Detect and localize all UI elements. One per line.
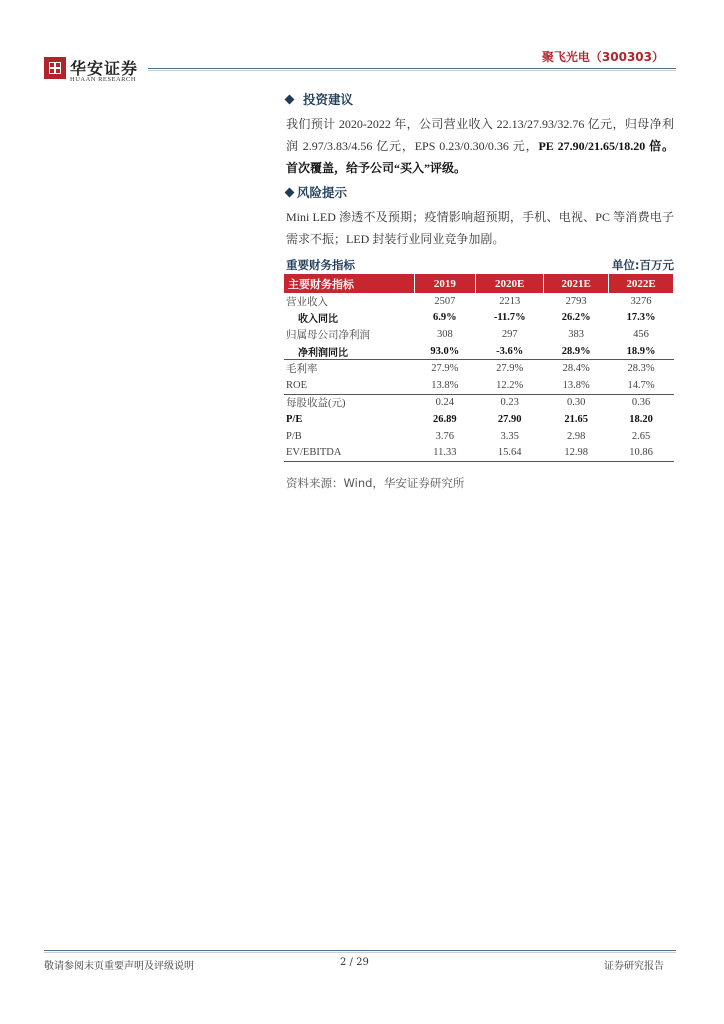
table-header-cell: 2019 [414,274,476,293]
logo-text: 华安证券 [70,59,139,78]
row-value: 2793 [565,295,587,307]
financial-table [284,274,674,462]
row-value: 456 [633,328,649,340]
row-value: 6.9% [433,312,457,324]
table-row [284,444,674,461]
investment-paragraph [286,113,674,179]
row-label: EV/EBITDA [284,444,414,461]
row-value: 0.23 [500,397,519,409]
row-value: 2.98 [566,430,586,442]
row-value: 3.35 [500,430,519,442]
report-title: 聚飞光电（300303） [541,50,664,64]
row-value: 12.2% [476,377,544,394]
table-source: 资料来源：Wind，华安证券研究所 [286,476,465,490]
row-value: 0.30 [566,397,586,409]
diamond-icon [285,95,295,105]
page-number: 2 / 29 [340,957,369,968]
header-divider [148,68,676,69]
footer-report-type: 证券研究报告 [604,961,664,972]
table-row [284,310,674,327]
footer-disclaimer: 敬请参阅末页重要声明及评级说明 [44,961,194,972]
row-value: 18.20 [629,413,653,425]
risk-paragraph: Mini LED 渗透不及预期；疫情影响超预期，手机、电视、PC 等消费电子需求不振；LED 封装行业同业竞争加剧。 [286,210,674,246]
row-value: 308 [436,328,453,340]
row-value: 383 [568,328,585,340]
row-value: 0.36 [631,397,651,409]
row-value: 2507 [434,295,456,307]
row-value: 26.89 [433,413,457,425]
table-row [284,394,674,411]
row-label: 毛利率 [286,364,318,376]
row-label: 每股收益(元) [286,398,346,410]
row-value: 27.9% [496,363,524,375]
row-value: 12.98 [544,444,609,461]
row-label: 净利润同比 [284,343,414,360]
row-label: 收入同比 [298,314,338,326]
investment-heading: 投资建议 [286,90,353,108]
table-header-cell: 主要财务指标 [284,274,414,293]
table-row [284,377,674,394]
diamond-icon [285,188,295,198]
row-value: 26.2% [561,312,591,324]
row-value: 27.9% [431,363,459,375]
row-label: P/B [286,430,302,442]
row-value: 297 [501,328,518,340]
table-header-row [284,274,674,293]
table-unit: 单位:百万元 [611,258,674,272]
table-row [284,326,674,343]
table-title: 重要财务指标 [286,258,355,272]
row-value: 2213 [499,295,521,307]
table-header-cell: 2020E [476,274,544,293]
row-value: 13.8% [544,377,609,394]
table-header-cell: 2021E [544,274,609,293]
row-value: 10.86 [609,444,674,461]
row-value: -11.7% [493,312,526,324]
header-divider-light [148,70,676,71]
table-row [284,343,674,360]
row-value: 27.90 [497,413,522,425]
row-value: 28.4% [562,363,590,375]
row-value: -3.6% [476,343,544,360]
logo-subtext: HUAAN RESEARCH [70,76,137,83]
table-row [284,360,674,377]
footer-divider [44,950,676,951]
logo-icon [44,57,66,79]
row-label: P/E [286,413,303,425]
row-label: ROE [284,377,414,394]
row-value: 3276 [630,295,652,307]
row-value: 93.0% [414,343,476,360]
table-header-cell: 2022E [609,274,674,293]
row-value: 0.24 [435,397,455,409]
row-value: 3.76 [435,430,455,442]
table-row [284,293,674,310]
row-value: 2.65 [631,430,651,442]
table-row [284,411,674,428]
row-label: 营业收入 [286,296,328,308]
row-label: 归属母公司净利润 [286,329,370,341]
row-value: 13.8% [414,377,476,394]
row-value: 28.3% [627,363,655,375]
table-body [284,293,674,461]
row-value: 15.64 [476,444,544,461]
row-value: 28.9% [544,343,609,360]
row-value: 21.65 [564,413,588,425]
row-value: 11.33 [414,444,476,461]
investment-text-bold: PE 27.90/21.65/18.20 倍。首次覆盖，给予公司“买入”评级。 [286,139,674,175]
row-value: 14.7% [609,377,674,394]
table-row [284,428,674,445]
row-value: 18.9% [609,343,674,360]
investment-text: 我们预计 2020-2022 年，公司营业收入 22.13/27.93/32.76 亿元，归母净利润 2.97/3.83/4.56 亿元，EPS 0.23/0.30/0.36 元， [286,117,674,153]
footer-divider-light [44,952,676,953]
row-value: 17.3% [626,312,656,324]
risk-heading: 风险提示 [286,183,347,201]
